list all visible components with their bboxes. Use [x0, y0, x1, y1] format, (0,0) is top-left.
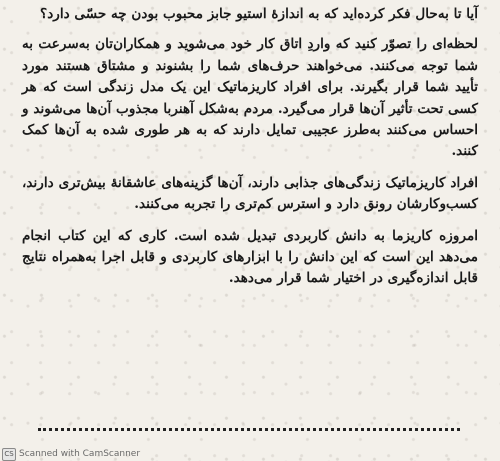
- intro-question: آیا تا به‌حال فکر کرده‌اید که به اندازهٔ استیو جابز محبوب بودن چه حسّی دارد؟: [40, 6, 478, 22]
- watermark-text: Scanned with CamScanner: [19, 449, 141, 459]
- camscanner-logo-icon: CS: [2, 448, 16, 461]
- dotted-divider: [38, 428, 460, 431]
- paragraph-2: افراد کاریزماتیک زندگی‌های جذابی دارند، آن‌ها گزینه‌های عاشقانهٔ بیش‌تری دارند، کسب‌وکارشان رونق دارد و استرس کم‌تری را تجربه می‌کنند.: [22, 174, 478, 213]
- paragraph-3: امروزه کاریزما به دانش کاربردی تبدیل شده است. کاری که این کتاب انجام می‌دهد این است که این دانش را با ابزارهای کاربردی و قابل اجرا به‌همراه نتایج قابل اندازه‌گیری در اختیار شما قرار می‌دهد.: [22, 227, 478, 287]
- document-body: [22, 4, 478, 300]
- scanner-watermark: [0, 447, 140, 461]
- paragraph-1: لحظه‌ای را تصوّر کنید که واردِ اتاق کار خود می‌شوید و همکاران‌تان به‌سرعت به شما توجه می‌کنند. می‌خواهند حرف‌های شما را بشنوند و مشتاق هستند مورد تأیید شما قرار بگیرند. برای افراد کاریزماتیک این یک مدل زندگی است که هر کسی تحت تأثیر آن‌ها قرار می‌گیرد. مردم به‌شکل آهنربا مجذوب آن‌ها می‌شوند و احساس می‌کنند به‌طرز عجیبی تمایل دارند که به هر طوری شده به آن‌ها کمک کنند.: [22, 36, 478, 160]
